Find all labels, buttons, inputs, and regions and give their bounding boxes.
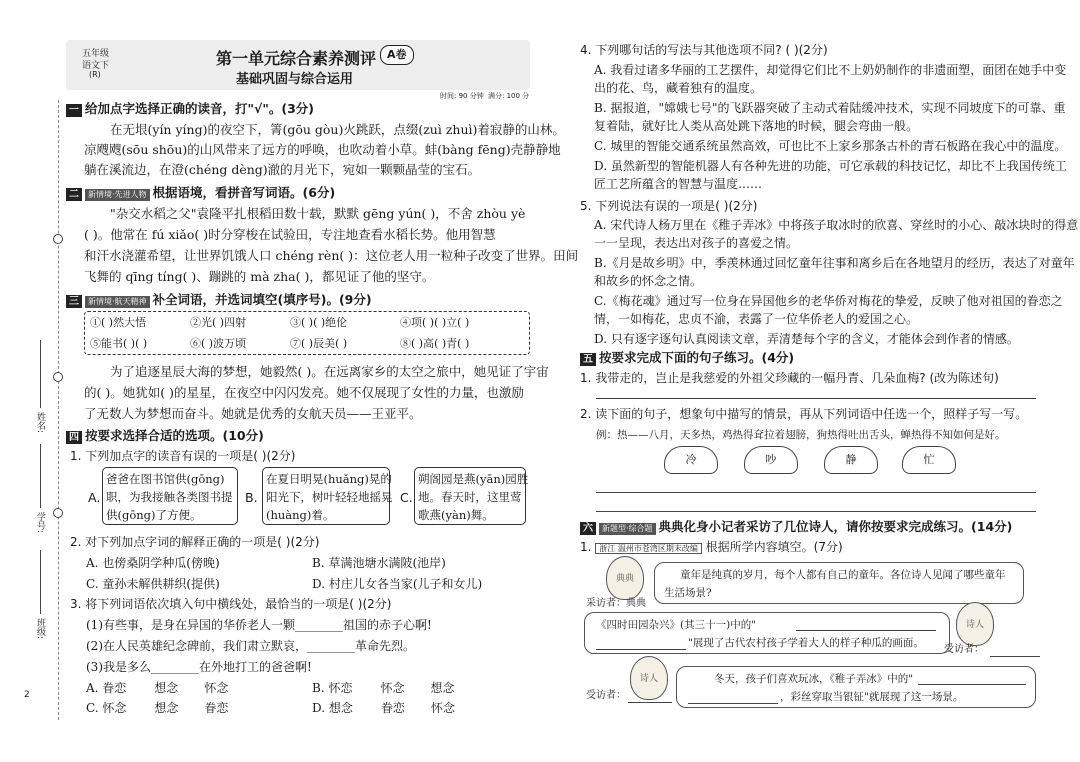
s1-line-1: 在无垠(yín yíng)的夜空下，箐(gōu gòu)火跳跃，点缀(zuì zhuì)着寂静的山林。: [110, 122, 565, 137]
section-number: 五: [580, 353, 596, 366]
example-sentence: 例：热——八月，天多热，鸡热得耷拉着翅膀，狗热得吐出舌头，蝉热得不知如何是好。: [596, 429, 1006, 441]
score-label: 满分: 100 分: [488, 92, 530, 100]
q4-option-a-2: 出的花、鸟，藏着独有的温度。: [594, 81, 763, 95]
q5-option-b-2: 和故乡的怀念之情。: [594, 274, 703, 288]
interviewee-label-2: 受访者：: [586, 690, 626, 701]
reporter-label: 采访者：典典: [586, 598, 646, 609]
s3-line-1: 为了追逐星辰大海的梦想，她毅然( )。在远离家乡的太空之旅中，她见证了宇宙: [110, 364, 549, 379]
class-label: 班级:: [35, 618, 45, 640]
id-label: 学号:: [35, 512, 45, 534]
idiom-3: ③( )( )绝伦: [290, 316, 348, 329]
binding-line: [58, 100, 59, 720]
q5-option-a-1[interactable]: A. 宋代诗人杨万里在《稚子弄冰》中将孩子取冰时的欣喜、穿丝时的小心、敲冰块时的得意: [594, 218, 1079, 232]
reporter-bubble-line-1: 童年是纯真的岁月，每个人都有自己的童年。各位诗人见闻了哪些童年: [680, 569, 1006, 581]
q4-option-c-1[interactable]: C. 城里的智能交通系统虽然高效，可也比不上家乡那条古朴的青石板路在我心中的温度。: [594, 139, 1067, 153]
option-c-line-3: 歌燕(yàn)舞。: [418, 508, 494, 522]
option-b-line-3: (huàng)着。: [266, 508, 335, 522]
q4-option-a-1[interactable]: A. 我看过诸多华丽的工艺摆件，却觉得它们比不上奶奶制作的非遗面塑，面团在她手中变: [594, 63, 1067, 77]
poet-avatar-1: 诗人: [956, 602, 994, 646]
s2-line-3: 和汗水浇灌希望，让世界饥饿人口 chéng rèn( )：这位老人用一粒种子改变了世界。田间: [84, 248, 579, 263]
page-title: 第一单元综合素养测评: [216, 49, 377, 68]
option-c-line-2: 地。春天时，这里莺: [418, 490, 522, 504]
section-number: 三: [66, 295, 82, 308]
binding-hole: [53, 234, 63, 244]
poem-blank-4[interactable]: [688, 703, 778, 704]
s1-line-3: 躺在溪流边，在澄(chéng dèng)澈的月光下，宛如一颗颗晶莹的宝石。: [84, 162, 481, 177]
idiom-4: ④项( )( )立( ): [400, 316, 470, 329]
section-number: 二: [66, 188, 82, 201]
s6-question-1: 1. 浙江 温州市苍湾区期末改编 根据所学内容填空。(7分): [580, 540, 843, 554]
idiom-6: ⑥( )波万顷: [190, 337, 247, 350]
section-number: 一: [66, 104, 82, 117]
interviewee-label-1: 受访者：: [944, 644, 984, 655]
option-a-line-3: 供(gōng)了方便。: [106, 508, 202, 522]
q3-option-c[interactable]: C. 怀念 想念 眷恋: [86, 701, 229, 715]
q5-prompt: 5. 下列说法有误的一项是( )(2分): [580, 199, 758, 213]
s2-line-1: "杂交水稻之父"袁隆平扎根稻田数十载，默默 gēng yún( )，不舍 zhòu yè: [110, 206, 526, 221]
s3-line-3: 了无数人为梦想而奋斗。她就是优秀的女航天员——王亚平。: [84, 406, 422, 421]
interviewee-name-2[interactable]: [628, 702, 672, 703]
q3-sentence-3: (3)我是多么________在外地打工的爸爸啊!: [86, 660, 312, 674]
interviewee-1-line-1: 《四时田园杂兴》(其三十一)中的": [596, 619, 757, 631]
subject-label: 语文下: [82, 61, 110, 71]
class-field[interactable]: [40, 550, 41, 614]
s2-line-4: 飞舞的 qīng tíng( )、蹦跳的 mà zha( )，都见证了他的坚守。: [84, 269, 435, 284]
idiom-2: ②光( )四射: [190, 316, 247, 329]
s4-question-2: 2. 对下列加点字词的解释正确的一项是( )(2分): [70, 535, 320, 549]
section-4-title: 四 按要求选择合适的选项。(10分): [66, 428, 264, 444]
binding-hole: [53, 508, 63, 518]
option-c-line-1: 朔阁园是燕(yān)园胜: [418, 472, 529, 486]
idiom-5: ⑤能书( )( ): [90, 337, 148, 350]
s5-answer-line-3[interactable]: [596, 511, 1036, 512]
q5-option-c-1[interactable]: C.《梅花魂》通过写一位身在异国他乡的老华侨对梅花的挚爱，反映了他对祖国的眷恋之: [594, 294, 1063, 308]
option-b-line-2: 阳光下，树叶轻轻地摇晃: [266, 490, 393, 504]
interviewee-1-line-2: "展现了古代农村孩子学着大人的样子种瓜的画面。: [688, 637, 924, 649]
option-b-label: B.: [245, 490, 258, 505]
q2-option-c[interactable]: C. 童孙未解供耕织(提供): [86, 577, 220, 591]
interviewee-2-line-1: 冬天，孩子们喜欢玩冰，《稚子弄冰》中的": [714, 673, 914, 685]
q5-option-a-2: 一一呈现，表达出对孩子的喜爱之情。: [594, 236, 799, 250]
binding-hole: [53, 372, 63, 382]
idiom-1: ①( )然大悟: [90, 316, 147, 329]
q4-option-d-1[interactable]: D. 虽然新型的智能机器人有各种先进的功能，可它承载的科技记忆，却比不上我国传统工: [594, 159, 1067, 173]
s4-question-1: 1. 下列加点字的读音有误的一项是( )(2分): [70, 449, 296, 463]
id-field[interactable]: [40, 444, 41, 508]
section-6-title: 六 新题型·综合题 典典化身小记者采访了几位诗人，请你按要求完成练习。(14分): [580, 519, 1012, 535]
s5-answer-line-2[interactable]: [596, 492, 1036, 493]
time-label: 时间: 90 分钟: [440, 92, 484, 100]
option-b-line-1: 在夏日明晃(huǎng)晃的: [266, 472, 392, 486]
q5-option-c-2: 情，一如梅花，忠贞不渝，表露了一位华侨老人的爱国之心。: [594, 312, 919, 326]
s1-line-2: 凉飕飕(sōu shōu)的山风带来了远方的呼唤，也吹动着小草。蚌(bàng fēng)壳静静地: [84, 142, 561, 157]
idiom-7: ⑦( )辰美( ): [290, 337, 348, 350]
q4-option-d-2: 匠工艺所蕴含的智慧与温度……: [594, 177, 763, 191]
section-1-title: 一 给加点字选择正确的读音，打"√"。(3分): [66, 101, 314, 117]
grade-label: 五年级: [82, 49, 110, 59]
q4-option-b-1[interactable]: B. 据报道，"嫦娥七号"的飞跃器突破了主动式着陆缓冲技术，实现不同坡度下的可靠、重: [594, 101, 1066, 115]
option-a-line-2: 职，为我接触各类图书提: [106, 490, 233, 504]
q3-sentence-2: (2)在人民英雄纪念碑前，我们肃立默哀，________革命先烈。: [86, 639, 416, 653]
name-label: 姓名:: [35, 412, 45, 434]
q2-option-b[interactable]: B. 草满池塘水满陂(池岸): [312, 556, 446, 570]
source-tag: 浙江 温州市苍湾区期末改编: [595, 543, 702, 554]
word-cloud-cold[interactable]: 冷: [664, 446, 718, 474]
word-cloud-noisy[interactable]: 吵: [744, 446, 798, 474]
q3-option-a[interactable]: A. 眷恋 想念 怀念: [86, 681, 229, 695]
name-field[interactable]: [40, 340, 41, 408]
q5-option-b-1[interactable]: B.《月是故乡明》中，季羡林通过回忆童年往事和离乡后在各地望月的经历，表达了对童年: [594, 256, 1075, 270]
reporter-avatar: 典典: [606, 556, 644, 600]
q4-prompt: 4. 下列哪句话的写法与其他选项不同? ( )(2分): [580, 43, 828, 57]
s3-line-2: 的( )。她犹如( )的星星，在夜空中闪闪发亮。她不仅展现了女性的力量，也激励: [84, 385, 524, 400]
q2-option-a[interactable]: A. 也傍桑阴学种瓜(傍晚): [86, 556, 220, 570]
edition-label: (R): [89, 70, 101, 79]
option-a-line-1: 爸爸在图书馆供(gōng): [106, 472, 225, 486]
section-tag: 新情境·先进人物: [85, 189, 150, 201]
option-a-label: A.: [88, 490, 101, 505]
page-subtitle: 基础巩固与综合运用: [236, 72, 354, 87]
poem-blank-2[interactable]: [596, 649, 686, 650]
reporter-bubble-line-2: 生活场景?: [664, 587, 712, 599]
level-badge: A卷: [380, 45, 414, 65]
q3-option-b[interactable]: B. 怀恋 怀念 想念: [312, 681, 455, 695]
section-number: 四: [66, 431, 82, 444]
poem-blank-1[interactable]: [796, 630, 936, 631]
word-cloud-busy[interactable]: 忙: [902, 446, 956, 474]
section-tag: 新题型·综合题: [599, 523, 656, 535]
poem-blank-3[interactable]: [918, 684, 1026, 685]
section-number: 六: [580, 522, 596, 535]
q3-sentence-1: (1)有些事，是身在异国的华侨老人一颗________祖国的赤子心啊!: [86, 618, 432, 632]
section-2-title: 二 新情境·先进人物 根据语境，看拼音写词语。(6分): [66, 185, 335, 201]
option-c-label: C.: [400, 490, 413, 505]
q3-option-d[interactable]: D. 想念 眷恋 怀念: [312, 701, 455, 715]
idiom-8: ⑧( )高( )青( ): [400, 337, 470, 350]
interviewee-name-1[interactable]: [990, 656, 1040, 657]
q5-option-d-1[interactable]: D. 只有逐字逐句认真阅读文章，弄清楚每个字的含义，才能体会到作者的情感。: [594, 332, 1019, 346]
word-cloud-quiet[interactable]: 静: [824, 446, 878, 474]
q2-option-d[interactable]: D. 村庄儿女各当家(儿子和女儿): [312, 577, 483, 591]
q4-option-b-2: 复着陆，就好比人类从高处跳下落地的时候，腿会弯曲一般。: [594, 119, 919, 133]
left-page-number: 2: [24, 690, 30, 700]
s5-question-2: 2. 读下面的句子，想象句中描写的情景，再从下列词语中任选一个，照样子写一写。: [580, 407, 1028, 421]
s4-question-3: 3. 将下列词语依次填入句中横线处，最恰当的一项是( )(2分): [70, 597, 392, 611]
interviewee-2-line-2: ，彩丝穿取当银钲"就展现了这一场景。: [780, 691, 964, 703]
section-5-title: 五 按要求完成下面的句子练习。(4分): [580, 350, 794, 366]
section-3-title: 三 新情境·航天精神 补全词语，并选词填空(填序号)。(9分): [66, 292, 372, 308]
s2-line-2: ( )。他常在 fú xiǎo( )时分穿梭在试验田，专注地查看水稻长势。他用智慧: [84, 227, 496, 242]
s5-answer-line-1[interactable]: [596, 398, 1036, 399]
poet-avatar-2: 诗人: [630, 656, 668, 700]
section-tag: 新情境·航天精神: [85, 296, 150, 308]
s5-question-1: 1. 我带走的，岂止是我慈爱的外祖父珍藏的一幅丹青、几朵血梅? (改为陈述句): [580, 371, 999, 385]
